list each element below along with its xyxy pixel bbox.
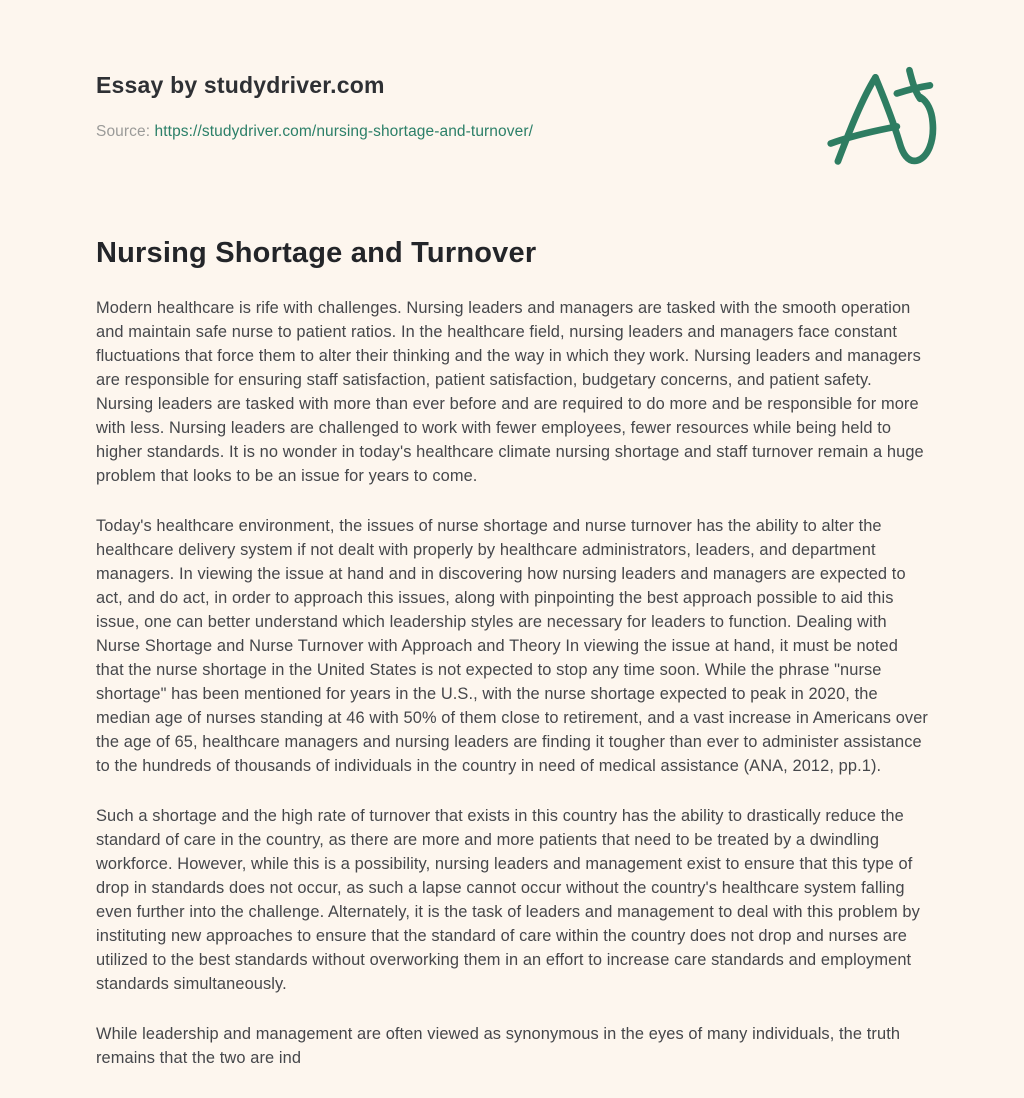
essay-paragraph-3: Such a shortage and the high rate of turnover that exists in this country has the ability to drastically reduce the standard of care in the country, as there are more and more patients that need to be treated by a dwindling workforce. However, while this is a possibility, nursing leaders and management exist to ensure that this type of drop in standards does not occur, as such a lapse cannot occur without the country's healthcare system falling even further into the challenge. Alternately, it is the task of leaders and management to deal with this problem by instituting new approaches to ensure that the standard of care within the country does not drop and nurses are utilized to the best standards without overworking them in an effort to increase care standards and employment standards simultaneously. [96, 807, 920, 993]
essay-paragraph-2: Today's healthcare environment, the issues of nurse shortage and nurse turnover has the ability to alter the healthcare delivery system if not dealt with properly by healthcare administrators, leaders, and department managers. In viewing the issue at hand and in discovering how nursing leaders and managers are expected to act, and do act, in order to approach this issues, along with pinpointing the best approach possible to aid this issue, one can better understand which leadership styles are necessary for leaders to function. Dealing with Nurse Shortage and Nurse Turnover with Approach and Theory In viewing the issue at hand, it must be noted that the nurse shortage in the United States is not expected to stop any time soon. While the phrase "nurse shortage" has been mentioned for years in the U.S., with the nurse shortage expected to peak in 2020, the median age of nurses standing at 46 with 50% of them close to retirement, and a vast increase in Americans over the age of 65, healthcare managers and nursing leaders are finding it tougher than ever to administer assistance to the hundreds of thousands of individuals in the country in need of medical assistance (ANA, 2012, pp.1). [96, 517, 928, 775]
page-title: Essay by studydriver.com [96, 72, 385, 98]
essay-paragraph-1: Modern healthcare is rife with challenges. Nursing leaders and managers are tasked with the smooth operation and maintain safe nurse to patient ratios. In the healthcare field, nursing leaders and managers face constant fluctuations that force them to alter their thinking and the way in which they work. Nursing leaders and managers are responsible for ensuring staff satisfaction, patient satisfaction, budgetary concerns, and patient safety. Nursing leaders are tasked with more than ever before and are required to do more and be responsible for more with less. Nursing leaders are challenged to work with fewer employees, fewer resources while being held to higher standards. It is no wonder in today's healthcare climate nursing shortage and staff turnover remain a huge problem that looks to be an issue for years to come. [96, 299, 924, 485]
page-header [96, 72, 928, 141]
essay-paragraph-4: While leadership and management are often viewed as synonymous in the eyes of many individuals, the truth remains that the two are ind [96, 1025, 901, 1067]
source-link[interactable]: https://studydriver.com/nursing-shortage-and-turnover/ [154, 123, 533, 140]
source-label: Source: [96, 123, 151, 140]
essay-article [96, 237, 928, 1070]
essay-body [96, 296, 928, 1070]
source-line [96, 123, 928, 141]
a-plus-logo-icon [820, 58, 938, 170]
essay-title: Nursing Shortage and Turnover [96, 237, 537, 269]
